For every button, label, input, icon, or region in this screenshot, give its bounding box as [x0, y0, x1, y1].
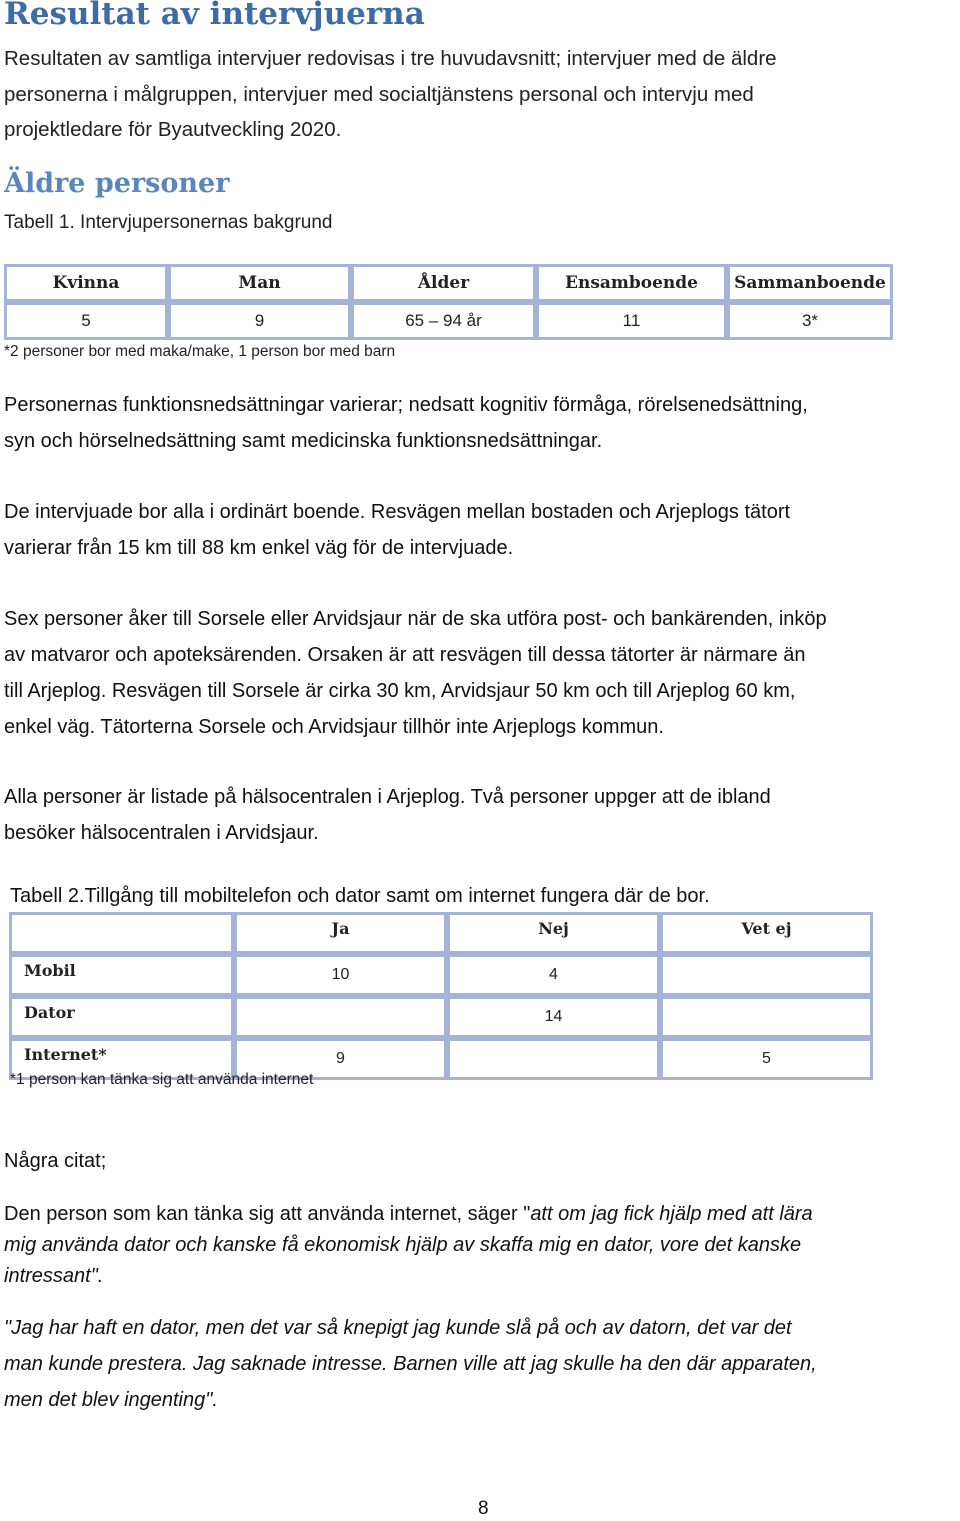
row-label: Mobil	[9, 954, 234, 996]
paragraph-line: Alla personer är listade på hälsocentralen i Arjeplog. Två personer uppger att de ibland	[4, 786, 771, 808]
intro-line: Resultaten av samtliga intervjuer redovisas i tre huvudavsnitt; intervjuer med de äldre	[4, 47, 777, 70]
paragraph-line: besöker hälsocentralen i Arvidsjaur.	[4, 822, 319, 844]
quote-intro: Den person som kan tänka sig att använda internet, säger "	[4, 1203, 531, 1225]
paragraph-travel	[4, 601, 827, 745]
paragraph-healthcare	[4, 779, 771, 851]
table-background	[4, 264, 893, 340]
column-header: Nej	[447, 912, 660, 954]
table-device-access	[9, 912, 873, 1080]
paragraph-line: varierar från 15 km till 88 km enkel väg för de intervjuade.	[4, 537, 514, 559]
column-header: Sammanboende	[727, 264, 893, 302]
table-cell: 5	[660, 1038, 873, 1080]
table-cell	[660, 954, 873, 996]
quote-italic: att om jag fick hjälp med att lära	[530, 1203, 813, 1225]
table-cell: 3*	[727, 302, 893, 340]
column-header: Ja	[234, 912, 447, 954]
table1-footnote: *2 personer bor med maka/make, 1 person bor med barn	[4, 343, 396, 360]
intro-line: projektledare för Byautveckling 2020.	[4, 118, 342, 141]
page-number: 8	[478, 1498, 489, 1519]
quote-line: mig använda dator och kanske få ekonomisk hjälp av skaffa mig en dator, vore det kanske	[4, 1234, 802, 1256]
quote-line: men det blev ingenting".	[4, 1389, 218, 1411]
quote-line: man kunde prestera. Jag saknade intresse. Barnen ville att jag skulle ha den där apparaten,	[4, 1353, 817, 1375]
section-heading: Äldre personer	[4, 168, 230, 199]
column-header: Kvinna	[4, 264, 168, 302]
paragraph-line: till Arjeplog. Resvägen till Sorsele är cirka 30 km, Arvidsjaur 50 km och till Arjeplog 60 km,	[4, 680, 796, 702]
column-header	[9, 912, 234, 954]
table-row	[4, 302, 893, 340]
paragraph-line: De intervjuade bor alla i ordinärt boende. Resvägen mellan bostaden och Arjeplogs tätort	[4, 501, 791, 523]
table-row	[9, 954, 873, 996]
quote-1	[4, 1199, 813, 1292]
column-header: Ensamboende	[536, 264, 727, 302]
table-cell: 9	[234, 1038, 447, 1080]
table2-caption: Tabell 2.Tillgång till mobiltelefon och dator samt om internet fungera där de bor.	[10, 885, 710, 907]
table-cell: 9	[168, 302, 351, 340]
intro-paragraph	[4, 41, 777, 148]
paragraph-line: enkel väg. Tätorterna Sorsele och Arvidsjaur tillhör inte Arjeplogs kommun.	[4, 716, 664, 738]
quote-line	[4, 1199, 813, 1230]
paragraph-line: Personernas funktionsnedsättningar varierar; nedsatt kognitiv förmåga, rörelsenedsättning,	[4, 394, 808, 416]
paragraph-housing	[4, 494, 790, 566]
table-header-row	[9, 912, 873, 954]
column-header: Vet ej	[660, 912, 873, 954]
page-title: Resultat av intervjuerna	[4, 0, 425, 32]
paragraph-line: Sex personer åker till Sorsele eller Arvidsjaur när de ska utföra post- och bankärenden, inköp	[4, 608, 827, 630]
table-cell	[660, 996, 873, 1038]
column-header: Ålder	[351, 264, 536, 302]
table-cell: 10	[234, 954, 447, 996]
quote-line: "Jag har haft en dator, men det var så knepigt jag kunde slå på och av datorn, det var det	[4, 1317, 792, 1339]
table-header-row	[4, 264, 893, 302]
quotes-heading: Några citat;	[4, 1150, 107, 1172]
row-label: Internet*	[9, 1038, 234, 1080]
table-cell: 11	[536, 302, 727, 340]
table2-footnote: *1 person kan tänka sig att använda internet	[10, 1071, 314, 1088]
table-cell: 65 – 94 år	[351, 302, 536, 340]
quote-line: intressant".	[4, 1265, 104, 1287]
paragraph-functions	[4, 387, 808, 459]
table1-caption: Tabell 1. Intervjupersonernas bakgrund	[4, 212, 333, 233]
quote-2	[4, 1310, 817, 1418]
column-header: Man	[168, 264, 351, 302]
table-cell	[234, 996, 447, 1038]
table-cell: 5	[4, 302, 168, 340]
paragraph-line: syn och hörselnedsättning samt medicinska funktionsnedsättningar.	[4, 430, 603, 452]
intro-line: personerna i målgruppen, intervjuer med socialtjänstens personal och intervju med	[4, 82, 754, 106]
table-row	[9, 996, 873, 1038]
table-cell	[447, 1038, 660, 1080]
table-cell: 14	[447, 996, 660, 1038]
row-label: Dator	[9, 996, 234, 1038]
table-cell: 4	[447, 954, 660, 996]
paragraph-line: av matvaror och apoteksärenden. Orsaken är att resvägen till dessa tätorter är närmare än	[4, 644, 806, 666]
